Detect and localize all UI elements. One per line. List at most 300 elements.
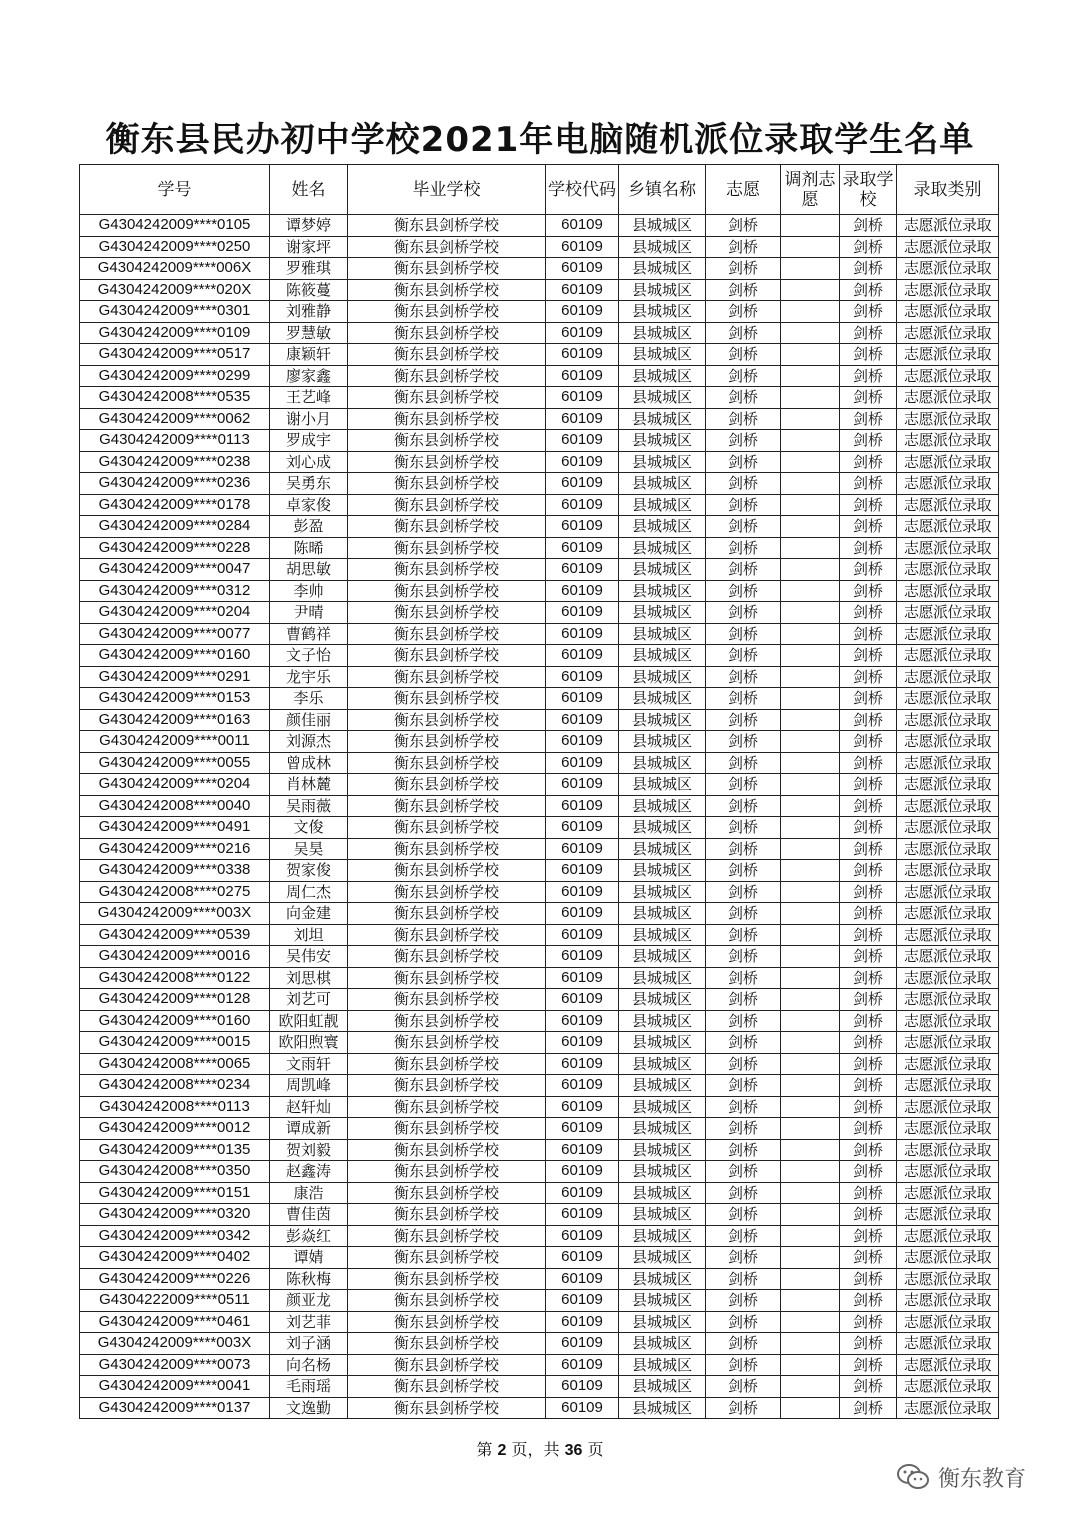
- admit-type-cell: 志愿派位录取: [897, 236, 999, 258]
- school-code-cell: 60109: [546, 709, 619, 731]
- grad-school-cell: 衡东县剑桥学校: [348, 494, 546, 516]
- preference-cell: 剑桥: [706, 795, 781, 817]
- school-code-cell: 60109: [546, 752, 619, 774]
- student-id-cell: G4304242009****0402: [80, 1247, 270, 1269]
- student-id-cell: G4304242009****020X: [80, 279, 270, 301]
- admit-type-cell: 志愿派位录取: [897, 1247, 999, 1269]
- footer-middle: 页，共: [506, 1440, 565, 1459]
- grad-school-cell: 衡东县剑桥学校: [348, 1397, 546, 1419]
- admit-school-cell: 剑桥: [840, 236, 897, 258]
- admit-type-cell: 志愿派位录取: [897, 451, 999, 473]
- preference-cell: 剑桥: [706, 1225, 781, 1247]
- admit-school-cell: 剑桥: [840, 451, 897, 473]
- table-row: [80, 1182, 999, 1204]
- table-row: [80, 623, 999, 645]
- admit-school-cell: 剑桥: [840, 387, 897, 409]
- grad-school-cell: 衡东县剑桥学校: [348, 1204, 546, 1226]
- name-cell: 文子怡: [270, 645, 348, 667]
- adjusted-cell: [781, 322, 840, 344]
- admit-school-cell: 剑桥: [840, 365, 897, 387]
- name-cell: 陈秋梅: [270, 1268, 348, 1290]
- grad-school-cell: 衡东县剑桥学校: [348, 344, 546, 366]
- student-id-cell: G4304242009****0491: [80, 817, 270, 839]
- school-code-cell: 60109: [546, 537, 619, 559]
- preference-cell: 剑桥: [706, 215, 781, 237]
- school-code-cell: 60109: [546, 860, 619, 882]
- town-cell: 县城城区: [619, 1161, 706, 1183]
- preference-cell: 剑桥: [706, 279, 781, 301]
- admit-type-cell: 志愿派位录取: [897, 924, 999, 946]
- name-cell: 周仁杰: [270, 881, 348, 903]
- school-code-cell: 60109: [546, 817, 619, 839]
- grad-school-cell: 衡东县剑桥学校: [348, 666, 546, 688]
- grad-school-cell: 衡东县剑桥学校: [348, 623, 546, 645]
- admit-type-cell: 志愿派位录取: [897, 1010, 999, 1032]
- grad-school-cell: 衡东县剑桥学校: [348, 645, 546, 667]
- admit-school-cell: 剑桥: [840, 1010, 897, 1032]
- table-row: [80, 795, 999, 817]
- name-cell: 向名杨: [270, 1354, 348, 1376]
- admit-school-cell: 剑桥: [840, 537, 897, 559]
- name-cell: 曹佳茵: [270, 1204, 348, 1226]
- school-code-cell: 60109: [546, 989, 619, 1011]
- town-cell: 县城城区: [619, 215, 706, 237]
- grad-school-cell: 衡东县剑桥学校: [348, 1225, 546, 1247]
- table-row: [80, 344, 999, 366]
- admit-school-cell: 剑桥: [840, 1139, 897, 1161]
- adjusted-cell: [781, 967, 840, 989]
- town-cell: 县城城区: [619, 989, 706, 1011]
- table-row: [80, 1053, 999, 1075]
- grad-school-cell: 衡东县剑桥学校: [348, 1247, 546, 1269]
- admit-type-cell: 志愿派位录取: [897, 322, 999, 344]
- town-cell: 县城城区: [619, 774, 706, 796]
- grad-school-cell: 衡东县剑桥学校: [348, 301, 546, 323]
- student-id-cell: G4304242009****0073: [80, 1354, 270, 1376]
- preference-cell: 剑桥: [706, 602, 781, 624]
- preference-cell: 剑桥: [706, 967, 781, 989]
- admit-type-cell: 志愿派位录取: [897, 215, 999, 237]
- table-row: [80, 365, 999, 387]
- school-code-cell: 60109: [546, 1268, 619, 1290]
- admit-type-cell: 志愿派位录取: [897, 817, 999, 839]
- school-code-cell: 60109: [546, 301, 619, 323]
- preference-cell: 剑桥: [706, 451, 781, 473]
- preference-cell: 剑桥: [706, 731, 781, 753]
- admit-school-cell: 剑桥: [840, 322, 897, 344]
- grad-school-cell: 衡东县剑桥学校: [348, 279, 546, 301]
- town-cell: 县城城区: [619, 322, 706, 344]
- admit-type-cell: 志愿派位录取: [897, 688, 999, 710]
- preference-cell: 剑桥: [706, 666, 781, 688]
- name-cell: 文俊: [270, 817, 348, 839]
- grad-school-cell: 衡东县剑桥学校: [348, 688, 546, 710]
- school-code-cell: 60109: [546, 645, 619, 667]
- admit-school-cell: 剑桥: [840, 1075, 897, 1097]
- admit-type-cell: 志愿派位录取: [897, 1311, 999, 1333]
- preference-cell: 剑桥: [706, 1053, 781, 1075]
- admit-school-cell: 剑桥: [840, 752, 897, 774]
- admit-school-cell: 剑桥: [840, 258, 897, 280]
- student-id-cell: G4304242009****0178: [80, 494, 270, 516]
- table-row: [80, 1225, 999, 1247]
- admit-type-cell: 志愿派位录取: [897, 709, 999, 731]
- preference-cell: 剑桥: [706, 516, 781, 538]
- name-cell: 王艺峰: [270, 387, 348, 409]
- table-header-row: [80, 165, 999, 215]
- admission-table: [79, 164, 999, 1419]
- name-cell: 刘思棋: [270, 967, 348, 989]
- adjusted-cell: [781, 688, 840, 710]
- name-cell: 欧阳煦寰: [270, 1032, 348, 1054]
- student-id-cell: G4304222009****0511: [80, 1290, 270, 1312]
- admit-type-cell: 志愿派位录取: [897, 946, 999, 968]
- name-cell: 谭婧: [270, 1247, 348, 1269]
- table-body: [80, 215, 999, 1419]
- grad-school-cell: 衡东县剑桥学校: [348, 236, 546, 258]
- adjusted-cell: [781, 817, 840, 839]
- admit-type-cell: 志愿派位录取: [897, 408, 999, 430]
- school-code-cell: 60109: [546, 580, 619, 602]
- name-cell: 赵轩灿: [270, 1096, 348, 1118]
- admit-school-cell: 剑桥: [840, 1354, 897, 1376]
- name-cell: 罗成宇: [270, 430, 348, 452]
- adjusted-cell: [781, 924, 840, 946]
- grad-school-cell: 衡东县剑桥学校: [348, 365, 546, 387]
- student-id-cell: G4304242009****0291: [80, 666, 270, 688]
- admit-type-cell: 志愿派位录取: [897, 279, 999, 301]
- town-cell: 县城城区: [619, 236, 706, 258]
- preference-cell: 剑桥: [706, 1268, 781, 1290]
- name-cell: 贺刘毅: [270, 1139, 348, 1161]
- student-id-cell: G4304242009****0160: [80, 1010, 270, 1032]
- adjusted-cell: [781, 645, 840, 667]
- header-school-code: 学校代码: [546, 165, 619, 215]
- table-row: [80, 258, 999, 280]
- admit-school-cell: 剑桥: [840, 430, 897, 452]
- school-code-cell: 60109: [546, 838, 619, 860]
- admit-type-cell: 志愿派位录取: [897, 1397, 999, 1419]
- admit-type-cell: 志愿派位录取: [897, 559, 999, 581]
- grad-school-cell: 衡东县剑桥学校: [348, 215, 546, 237]
- admit-school-cell: 剑桥: [840, 989, 897, 1011]
- admit-type-cell: 志愿派位录取: [897, 666, 999, 688]
- town-cell: 县城城区: [619, 1182, 706, 1204]
- adjusted-cell: [781, 387, 840, 409]
- town-cell: 县城城区: [619, 645, 706, 667]
- student-id-cell: G4304242009****0012: [80, 1118, 270, 1140]
- preference-cell: 剑桥: [706, 903, 781, 925]
- table-row: [80, 1118, 999, 1140]
- admit-school-cell: 剑桥: [840, 602, 897, 624]
- student-id-cell: G4304242009****0113: [80, 430, 270, 452]
- admit-type-cell: 志愿派位录取: [897, 1075, 999, 1097]
- admit-school-cell: 剑桥: [840, 860, 897, 882]
- name-cell: 陈筱蔓: [270, 279, 348, 301]
- preference-cell: 剑桥: [706, 1247, 781, 1269]
- preference-cell: 剑桥: [706, 1118, 781, 1140]
- table-row: [80, 645, 999, 667]
- student-id-cell: G4304242009****0041: [80, 1376, 270, 1398]
- student-id-cell: G4304242009****0135: [80, 1139, 270, 1161]
- school-code-cell: 60109: [546, 516, 619, 538]
- student-id-cell: G4304242009****0539: [80, 924, 270, 946]
- school-code-cell: 60109: [546, 1204, 619, 1226]
- town-cell: 县城城区: [619, 1075, 706, 1097]
- admit-school-cell: 剑桥: [840, 1053, 897, 1075]
- preference-cell: 剑桥: [706, 580, 781, 602]
- admit-school-cell: 剑桥: [840, 903, 897, 925]
- admit-school-cell: 剑桥: [840, 494, 897, 516]
- name-cell: 刘心成: [270, 451, 348, 473]
- admit-type-cell: 志愿派位录取: [897, 752, 999, 774]
- table-row: [80, 903, 999, 925]
- grad-school-cell: 衡东县剑桥学校: [348, 516, 546, 538]
- table-row: [80, 967, 999, 989]
- preference-cell: 剑桥: [706, 537, 781, 559]
- adjusted-cell: [781, 236, 840, 258]
- student-id-cell: G4304242009****0204: [80, 774, 270, 796]
- admit-school-cell: 剑桥: [840, 1225, 897, 1247]
- adjusted-cell: [781, 903, 840, 925]
- admit-school-cell: 剑桥: [840, 623, 897, 645]
- admit-school-cell: 剑桥: [840, 817, 897, 839]
- town-cell: 县城城区: [619, 408, 706, 430]
- admit-school-cell: 剑桥: [840, 924, 897, 946]
- grad-school-cell: 衡东县剑桥学校: [348, 580, 546, 602]
- adjusted-cell: [781, 301, 840, 323]
- school-code-cell: 60109: [546, 1354, 619, 1376]
- admit-type-cell: 志愿派位录取: [897, 430, 999, 452]
- admit-school-cell: 剑桥: [840, 215, 897, 237]
- school-code-cell: 60109: [546, 623, 619, 645]
- adjusted-cell: [781, 752, 840, 774]
- preference-cell: 剑桥: [706, 881, 781, 903]
- name-cell: 吴伟安: [270, 946, 348, 968]
- admit-school-cell: 剑桥: [840, 1096, 897, 1118]
- grad-school-cell: 衡东县剑桥学校: [348, 1053, 546, 1075]
- adjusted-cell: [781, 279, 840, 301]
- grad-school-cell: 衡东县剑桥学校: [348, 473, 546, 495]
- town-cell: 县城城区: [619, 946, 706, 968]
- school-code-cell: 60109: [546, 1376, 619, 1398]
- student-id-cell: G4304242009****006X: [80, 258, 270, 280]
- town-cell: 县城城区: [619, 709, 706, 731]
- admit-school-cell: 剑桥: [840, 645, 897, 667]
- adjusted-cell: [781, 860, 840, 882]
- school-code-cell: 60109: [546, 1096, 619, 1118]
- preference-cell: 剑桥: [706, 387, 781, 409]
- table-row: [80, 688, 999, 710]
- grad-school-cell: 衡东县剑桥学校: [348, 709, 546, 731]
- footer-total-pages: 36: [564, 1442, 583, 1459]
- school-code-cell: 60109: [546, 1333, 619, 1355]
- student-id-cell: G4304242009****0016: [80, 946, 270, 968]
- preference-cell: 剑桥: [706, 838, 781, 860]
- grad-school-cell: 衡东县剑桥学校: [348, 559, 546, 581]
- school-code-cell: 60109: [546, 731, 619, 753]
- admit-type-cell: 志愿派位录取: [897, 989, 999, 1011]
- preference-cell: 剑桥: [706, 1290, 781, 1312]
- name-cell: 彭盈: [270, 516, 348, 538]
- student-id-cell: G4304242009****0299: [80, 365, 270, 387]
- grad-school-cell: 衡东县剑桥学校: [348, 1290, 546, 1312]
- header-adjusted: 调剂志愿: [781, 165, 840, 215]
- student-id-cell: G4304242009****0312: [80, 580, 270, 602]
- admit-type-cell: 志愿派位录取: [897, 365, 999, 387]
- town-cell: 县城城区: [619, 1397, 706, 1419]
- table-row: [80, 537, 999, 559]
- school-code-cell: 60109: [546, 559, 619, 581]
- name-cell: 贺家俊: [270, 860, 348, 882]
- admit-type-cell: 志愿派位录取: [897, 1118, 999, 1140]
- grad-school-cell: 衡东县剑桥学校: [348, 430, 546, 452]
- admit-type-cell: 志愿派位录取: [897, 774, 999, 796]
- admit-type-cell: 志愿派位录取: [897, 967, 999, 989]
- town-cell: 县城城区: [619, 924, 706, 946]
- admit-school-cell: 剑桥: [840, 946, 897, 968]
- adjusted-cell: [781, 709, 840, 731]
- preference-cell: 剑桥: [706, 645, 781, 667]
- name-cell: 龙宇乐: [270, 666, 348, 688]
- name-cell: 吴勇东: [270, 473, 348, 495]
- grad-school-cell: 衡东县剑桥学校: [348, 1139, 546, 1161]
- town-cell: 县城城区: [619, 430, 706, 452]
- town-cell: 县城城区: [619, 666, 706, 688]
- watermark-text: 衡东教育: [938, 1466, 1027, 1492]
- grad-school-cell: 衡东县剑桥学校: [348, 1075, 546, 1097]
- admit-type-cell: 志愿派位录取: [897, 1268, 999, 1290]
- adjusted-cell: [781, 1161, 840, 1183]
- preference-cell: 剑桥: [706, 301, 781, 323]
- town-cell: 县城城区: [619, 795, 706, 817]
- adjusted-cell: [781, 537, 840, 559]
- town-cell: 县城城区: [619, 279, 706, 301]
- table-row: [80, 1311, 999, 1333]
- adjusted-cell: [781, 666, 840, 688]
- town-cell: 县城城区: [619, 817, 706, 839]
- town-cell: 县城城区: [619, 1096, 706, 1118]
- grad-school-cell: 衡东县剑桥学校: [348, 1333, 546, 1355]
- adjusted-cell: [781, 1397, 840, 1419]
- table-row: [80, 1247, 999, 1269]
- grad-school-cell: 衡东县剑桥学校: [348, 817, 546, 839]
- admit-type-cell: 志愿派位录取: [897, 1204, 999, 1226]
- name-cell: 康浩: [270, 1182, 348, 1204]
- town-cell: 县城城区: [619, 580, 706, 602]
- name-cell: 谭梦婷: [270, 215, 348, 237]
- student-id-cell: G4304242009****0015: [80, 1032, 270, 1054]
- school-code-cell: 60109: [546, 688, 619, 710]
- table-row: [80, 322, 999, 344]
- admit-type-cell: 志愿派位录取: [897, 1354, 999, 1376]
- school-code-cell: 60109: [546, 924, 619, 946]
- grad-school-cell: 衡东县剑桥学校: [348, 795, 546, 817]
- preference-cell: 剑桥: [706, 860, 781, 882]
- admit-school-cell: 剑桥: [840, 344, 897, 366]
- name-cell: 卓家俊: [270, 494, 348, 516]
- table-row: [80, 451, 999, 473]
- adjusted-cell: [781, 580, 840, 602]
- town-cell: 县城城区: [619, 559, 706, 581]
- admit-type-cell: 志愿派位录取: [897, 494, 999, 516]
- school-code-cell: 60109: [546, 279, 619, 301]
- adjusted-cell: [781, 1376, 840, 1398]
- grad-school-cell: 衡东县剑桥学校: [348, 752, 546, 774]
- admit-type-cell: 志愿派位录取: [897, 301, 999, 323]
- footer-prefix: 第: [476, 1440, 498, 1459]
- grad-school-cell: 衡东县剑桥学校: [348, 838, 546, 860]
- admit-school-cell: 剑桥: [840, 279, 897, 301]
- name-cell: 欧阳虹靓: [270, 1010, 348, 1032]
- student-id-cell: G4304242009****0228: [80, 537, 270, 559]
- name-cell: 曹鹤祥: [270, 623, 348, 645]
- school-code-cell: 60109: [546, 1139, 619, 1161]
- grad-school-cell: 衡东县剑桥学校: [348, 903, 546, 925]
- grad-school-cell: 衡东县剑桥学校: [348, 1311, 546, 1333]
- adjusted-cell: [781, 795, 840, 817]
- table-row: [80, 473, 999, 495]
- admit-type-cell: 志愿派位录取: [897, 1161, 999, 1183]
- preference-cell: 剑桥: [706, 1311, 781, 1333]
- grad-school-cell: 衡东县剑桥学校: [348, 1268, 546, 1290]
- preference-cell: 剑桥: [706, 774, 781, 796]
- table-row: [80, 279, 999, 301]
- town-cell: 县城城区: [619, 301, 706, 323]
- school-code-cell: 60109: [546, 666, 619, 688]
- adjusted-cell: [781, 1010, 840, 1032]
- school-code-cell: 60109: [546, 1225, 619, 1247]
- footer-page-number: 2: [497, 1442, 507, 1459]
- school-code-cell: 60109: [546, 1247, 619, 1269]
- school-code-cell: 60109: [546, 1397, 619, 1419]
- admit-type-cell: 志愿派位录取: [897, 623, 999, 645]
- student-id-cell: G4304242009****0250: [80, 236, 270, 258]
- school-code-cell: 60109: [546, 1032, 619, 1054]
- table-row: [80, 516, 999, 538]
- preference-cell: 剑桥: [706, 817, 781, 839]
- table-row: [80, 860, 999, 882]
- town-cell: 县城城区: [619, 516, 706, 538]
- admit-school-cell: 剑桥: [840, 580, 897, 602]
- admit-type-cell: 志愿派位录取: [897, 473, 999, 495]
- name-cell: 吴昊: [270, 838, 348, 860]
- grad-school-cell: 衡东县剑桥学校: [348, 602, 546, 624]
- school-code-cell: 60109: [546, 387, 619, 409]
- admit-type-cell: 志愿派位录取: [897, 1290, 999, 1312]
- admit-school-cell: 剑桥: [840, 473, 897, 495]
- table-row: [80, 774, 999, 796]
- student-id-cell: G4304242009****0226: [80, 1268, 270, 1290]
- name-cell: 尹晴: [270, 602, 348, 624]
- adjusted-cell: [781, 344, 840, 366]
- table-row: [80, 408, 999, 430]
- student-id-cell: G4304242009****0153: [80, 688, 270, 710]
- table-row: [80, 838, 999, 860]
- admit-school-cell: 剑桥: [840, 1204, 897, 1226]
- header-preference: 志愿: [706, 165, 781, 215]
- grad-school-cell: 衡东县剑桥学校: [348, 1010, 546, 1032]
- preference-cell: 剑桥: [706, 494, 781, 516]
- watermark: [896, 1460, 1026, 1494]
- admit-type-cell: 志愿派位录取: [897, 645, 999, 667]
- preference-cell: 剑桥: [706, 408, 781, 430]
- town-cell: 县城城区: [619, 1204, 706, 1226]
- admit-type-cell: 志愿派位录取: [897, 1182, 999, 1204]
- admit-type-cell: 志愿派位录取: [897, 1225, 999, 1247]
- town-cell: 县城城区: [619, 1247, 706, 1269]
- grad-school-cell: 衡东县剑桥学校: [348, 1032, 546, 1054]
